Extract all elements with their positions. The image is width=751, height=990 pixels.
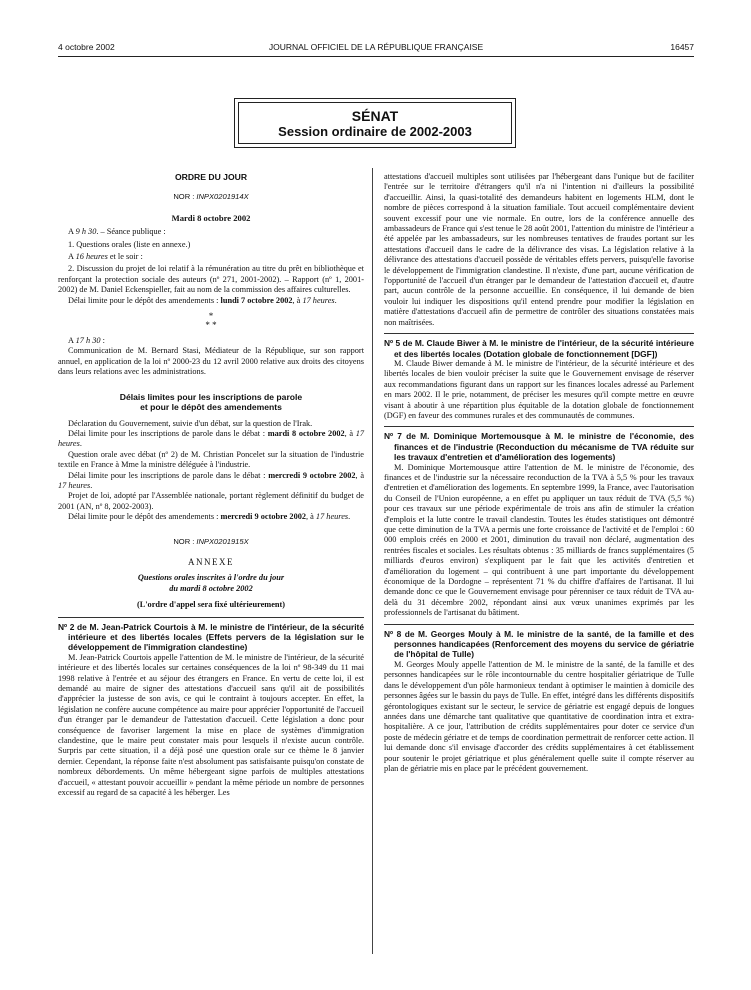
delais-heading-line-2: et pour le dépôt des amendements	[140, 402, 282, 413]
delais-heading-line-1: Délais limites pour les inscriptions de parole	[119, 391, 303, 402]
agenda-item-1: 1. Questions orales (liste en annexe.)	[68, 239, 191, 249]
question-2-title: Nº 2 de M. Jean-Patrick Courtois à M. le ministre de l'intérieur, de la sécurité intérieure et des libertés locales (Effets pervers de la législation sur le développement de l'immigration clandestine)	[58, 621, 364, 653]
session-17h30: A 17 h 30 :	[68, 336, 105, 346]
question-2-body: M. Jean-Patrick Courtois appelle l'attention de M. le ministre de l'intérieur, de la sécurité intérieure et des libertés locales sur certaines conséquences de la loi nº 98-349 du 11 mai 1998 relative à l'entrée et au séjour des étrangers en France. En vertu de cette loi, il est demandé au maire de signer des attestations d'accueil sans qu'il ait de possibilités d'apprécier la justesse de son avis, ce qui le contraint à toujours accepter. En effet, la législation ne confère aucune compétence au maire pour apprécier l'opportunité de l'accueil d'un étranger par le demandeur de l'attestation d'accueil. Cette législation a donc pour conséquence de favoriser largement la mise en place de systèmes d'immigration clandestine, que le maire peut constater mais pour lesquels il n'existe aucun contrôle. Surpris par cette situation, il a déjà posé une question orale sur ce thème le 8 janvier dernier. Cependant, la réponse faite n'est absolument pas satisfaisante puisqu'on constate de nombreux débordements. Un même hébergeant signe parfois de multiples attestations d'accueil, « attestant pouvoir accueillir » pendant la même période un nombre de personnes excessif au regard de sa capacité à les héberger. Les	[58, 652, 364, 798]
annexe-heading: ANNEXE	[188, 556, 234, 567]
nor-code: INPX0201914X	[196, 192, 249, 202]
nor-reference-2	[58, 537, 364, 547]
nor-code: INPX0201915X	[196, 536, 249, 546]
question-7-body: M. Dominique Mortemousque attire l'attention de M. le ministre de l'économie, des finances et de l'industrie sur la nécessaire reconduction de la TVA à 5,5 % pour les travaux d'entretien et d'amélioration des logements. En septembre 1999, la France, avec l'autorisation du Conseil de l'Union européenne, a en effet pu appliquer un taux réduit de TVA (5,5 %) pour ces travaux sur une période expérimentale de trois ans afin de stimuler la création d'emplois et la lutte contre le travail clandestin. Toutes les études statistiques ont démontré que cette diminution de la TVA a permis une forte croissance de l'activité et de l'emploi : 60 000 emplois créés en 2000 et 2001, diminution du travail non déclaré, augmentation des rentrées fiscales et sociales. Les résultats obtenus : 35 milliards de francs supplémentaires (5 milliards d'euros environ) s'expliquent par le fait que les activités d'entretien et d'amélioration du logement – qui contribuent à une part importante du développement économique de la Dordogne – représentent 71 % du chiffre d'affaires de l'artisanat. Il lui demande donc ce que le Gouvernement envisage pour pérenniser ce taux réduit de TVA au-delà du 31 décembre 2002, répondant ainsi aux vœux unanimes exprimés par les professionnels de l'artisanat du bâtiment.	[384, 462, 694, 618]
order-of-call-note: (L'ordre d'appel sera fixé ultérieurement)	[136, 600, 286, 610]
agenda-item-2: 2. Discussion du projet de loi relatif à la rémunération au titre du prêt en bibliothèque et renforçant la protection sociale des auteurs (nº 271, 2001-2002). – Rapport (nº 1, 2001-2002) de M. Daniel Eckenspieller, fait au nom de la commission des affaires culturelles.	[58, 264, 364, 295]
star-bottom: * *	[205, 320, 217, 331]
title-box	[234, 98, 516, 148]
left-column	[58, 172, 364, 799]
question-2-continuation: attestations d'accueil multiples sont utilisées par l'hébergeant dans l'unique but de faciliter l'entrée sur le territoire d'étrangers qu'il n'a ni l'intention ni d'ailleurs la possibilité d'accueillir. Ainsi, la quasi-totalité des demandeurs habitent en logements HLM, dont le nombre de pièces correspond à la situation familiale. Tout accueil complémentaire devient souvent excessif pour une vie normale. En outre, lors de la conférence annuelle des ambassadeurs de France qui s'est tenue le 28 août 2001, l'attention du ministre de l'intérieur a été appelée par les ambassadeurs, sur les nombreuses tentatives de fraudes portant sur les attestations d'accueil dans le cadre de la délivrance des visas. La législation relative à la délivrance des attestations d'accueil possède de véritables effets pervers, puisqu'elle favorise le développement de l'immigration clandestine. Il n'existe, d'une part, aucune vérification de l'opportunité de l'accueil d'un étranger par le demandeur de l'attestation d'accueil et, d'autre part, aucun contrôle de la personne accueillie. En conséquence, il lui demande de bien vouloir lui indiquer les dispositions qu'il entend prendre pour modifier la législation en matière d'attestations d'accueil afin de permettre de contrôler des situations constatées mais non maîtrisées.	[384, 172, 694, 327]
budget-bill: Projet de loi, adopté par l'Assemblée nationale, portant règlement définitif du budget de 2001 (AN, nº 8, 2002-2003).	[58, 491, 364, 511]
header-rule	[58, 56, 694, 57]
annexe-subtitle-line-1: Questions orales inscrites à l'ordre du jour	[137, 573, 285, 583]
ordre-du-jour-heading: ORDRE DU JOUR	[174, 172, 248, 182]
question-5-title: Nº 5 de M. Claude Biwer à M. le ministre de l'intérieur, de la sécurité intérieure et des libertés locales (Dotation globale de fonctionnement [DGF])	[384, 338, 694, 359]
question-rule	[384, 624, 694, 625]
day-heading: Mardi 8 octobre 2002	[171, 212, 251, 223]
question-8-title: Nº 8 de M. Georges Mouly à M. le ministre de la santé, de la famille et des personnes handicapées (Renforcement des moyens du service de gériatrie de l'hôpital de Tulle)	[384, 628, 694, 660]
annexe-subtitle-line-2: du mardi 8 octobre 2002	[169, 583, 253, 593]
page-header	[58, 42, 694, 54]
header-journal-title: JOURNAL OFFICIEL DE LA RÉPUBLIQUE FRANÇAISE	[268, 42, 484, 52]
session-16h: A 16 heures et le soir :	[68, 252, 143, 262]
oral-question-textile: Question orale avec débat (nº 2) de M. Christian Poncelet sur la situation de l'industrie textile en France à Mme la ministre déléguée à l'industrie.	[58, 449, 364, 470]
column-separator	[372, 168, 373, 954]
question-5-body: M. Claude Biwer demande à M. le ministre de l'intérieur, de la sécurité intérieure et des libertés locales de bien vouloir préciser la suite que le Gouvernement envisage de réserver aux recommandations figurant dans un rapport sur les finances locales adressé au Parlement en mars 2002. Il le prie, notamment, de préciser les mesures qu'il compte mettre en œuvre visant à aboutir à une répartition plus équitable de la dotation globale de fonctionnement (DGF) en faveur des communes rurales et des communautés de communes.	[384, 358, 694, 420]
star-top: *	[208, 311, 214, 322]
question-rule	[384, 426, 694, 427]
right-column	[384, 172, 694, 774]
amendment-deadline-2: Délai limite pour le dépôt des amendements : mercredi 9 octobre 2002, à 17 heures.	[68, 512, 351, 522]
question-7-title: Nº 7 de M. Dominique Mortemousque à M. le ministre de l'économie, des finances et de l'industrie (Reconduction du mécanisme de TVA réduite sur les travaux d'entretien et d'amélioration des logements)	[384, 431, 694, 463]
session-title: Session ordinaire de 2002-2003	[278, 124, 472, 139]
mediator-communication: Communication de M. Bernard Stasi, Médiateur de la République, sur son rapport annuel, en application de la loi nº 2000-23 du 12 avril 2000 relative aux droits des citoyens dans leurs relations avec les administrations.	[58, 346, 364, 377]
question-8-body: M. Georges Mouly appelle l'attention de M. le ministre de la santé, de la famille et des personnes handicapées sur le rôle incontournable du centre hospitalier gériatrique de Tulle dans le développement d'un pôle harmonieux tendant à optimiser le maintien à domicile des personnes âgées sur le bassin du pays de Tulle. En effet, intégré dans les différents dispositifs gérontologiques existant sur le secteur, le service de gériatrie est engagé depuis de longues années dans une démarche tant qualitative que quantitative de coordination intra et extra-hospitalière. A ce jour, l'attribution de crédits supplémentaires pour doter ce service d'un poste de médecin gériatre et de temps de coordination permettrait de renforcer cette action. Il lui demande donc s'il envisage d'accorder des crédits supplémentaires à cet établissement pour soutenir le projet gériatrique et plus généralement quelle suite il compte réserver au plan de gériatrie mis en place par le précédent gouvernement.	[384, 659, 694, 773]
declaration-irak: Déclaration du Gouvernement, suivie d'un débat, sur la question de l'Irak.	[68, 418, 313, 428]
question-rule	[58, 617, 364, 618]
header-date: 4 octobre 2002	[58, 42, 115, 52]
senat-title: SÉNAT	[351, 108, 399, 124]
header-page-number: 16457	[670, 42, 694, 52]
nor-label: NOR :	[173, 192, 195, 202]
nor-label: NOR :	[173, 536, 195, 546]
question-rule	[384, 333, 694, 334]
amendment-deadline-1: Délai limite pour le dépôt des amendements : lundi 7 octobre 2002, à 17 heures.	[68, 295, 337, 305]
title-box-inner-frame	[238, 102, 512, 144]
session-9h30: A 9 h 30. – Séance publique :	[68, 227, 166, 237]
separator-stars	[58, 312, 364, 330]
nor-reference-1	[58, 192, 364, 202]
speaking-deadline-1: Délai limite pour les inscriptions de parole dans le débat : mardi 8 octobre 2002, à 17 heures.	[58, 428, 365, 449]
speaking-deadline-2: Délai limite pour les inscriptions de parole dans le débat : mercredi 9 octobre 2002, à 17 heures.	[58, 470, 365, 490]
